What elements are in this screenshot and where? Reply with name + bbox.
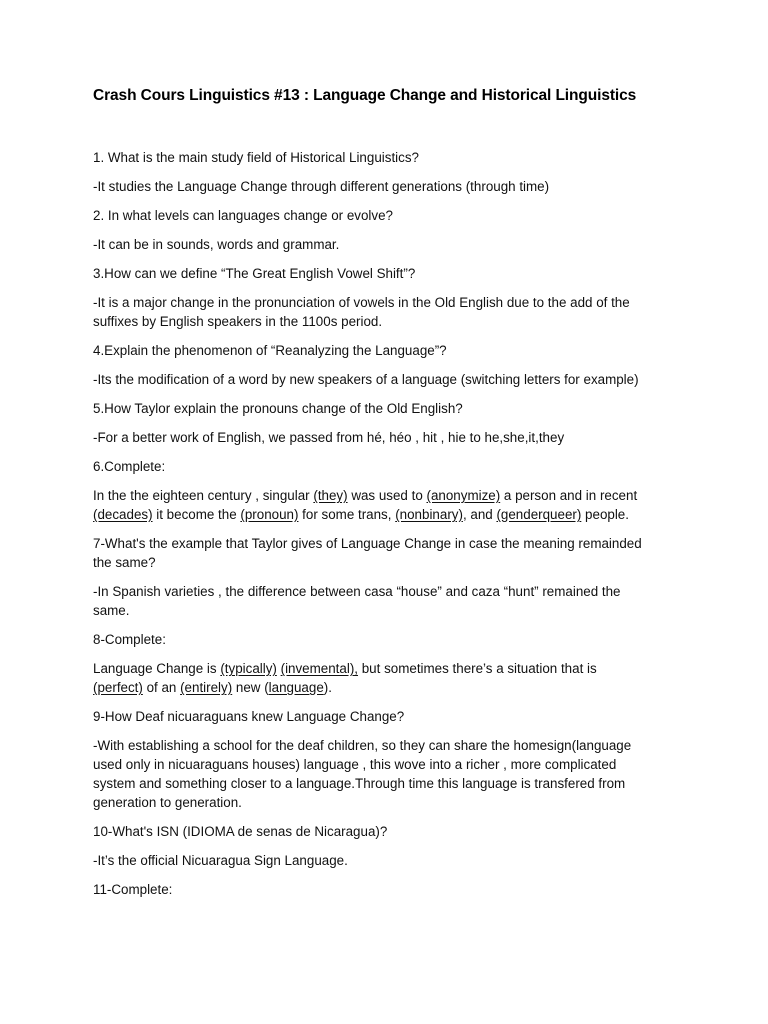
answer-1: -It studies the Language Change through different generations (through time) [93, 179, 550, 194]
answer-8-blank-language: language [268, 680, 324, 695]
answer-8-blank-perfect: (perfect) [93, 680, 143, 695]
answer-4: -Its the modification of a word by new speakers of a language (switching letters for example) [93, 372, 639, 387]
answer-6-text: for some trans, [298, 507, 396, 522]
answer-6-blank-genderqueer: (genderqueer) [496, 507, 582, 522]
answer-6-blank-pronoun: (pronoun) [240, 507, 299, 522]
answer-9-line-3: system and something closer to a language.Through time this language is transfered from [93, 776, 626, 791]
answer-7-line-1: -In Spanish varieties , the difference between casa “house” and caza “hunt” remained the [93, 584, 621, 599]
answer-6-text: In the the eighteen century , singular [93, 488, 314, 503]
answer-6-blank-decades: (decades) [93, 507, 153, 522]
document-body [93, 148, 683, 909]
answer-5: -For a better work of English, we passed from hé, héo , hit , hie to he,she,it,they [93, 430, 565, 445]
question-7 [93, 534, 683, 572]
question-4: 4.Explain the phenomenon of “Reanalyzing the Language”? [93, 343, 447, 358]
answer-3 [93, 293, 683, 331]
answer-6-blank-nonbinary: (nonbinary) [395, 507, 463, 522]
answer-8-text: new ( [232, 680, 269, 695]
answer-7-line-2: same. [93, 603, 130, 618]
question-7-line-1: 7-What's the example that Taylor gives of Language Change in case the meaning remainded [93, 536, 642, 551]
question-11: 11-Complete: [93, 882, 173, 897]
answer-3-line-1: -It is a major change in the pronunciation of vowels in the Old English due to the add of the [93, 295, 630, 310]
answer-6-text: people. [581, 507, 629, 522]
answer-2: -It can be in sounds, words and grammar. [93, 237, 340, 252]
answer-8-text: but sometimes there’s a situation that is [358, 661, 597, 676]
question-9: 9-How Deaf nicuaraguans knew Language Change? [93, 709, 405, 724]
question-6: 6.Complete: [93, 459, 166, 474]
question-10: 10-What's ISN (IDIOMA de senas de Nicaragua)? [93, 824, 388, 839]
answer-3-line-2: suffixes by English speakers in the 1100s period. [93, 314, 383, 329]
answer-6-text: it become the [152, 507, 241, 522]
answer-7 [93, 582, 683, 620]
answer-8-blank-invemental: (invemental), [280, 661, 359, 676]
answer-8-blank-typically: (typically) [220, 661, 277, 676]
answer-9 [93, 736, 683, 812]
answer-8-text: ). [323, 680, 332, 695]
answer-8-blank-entirely: (entirely) [180, 680, 233, 695]
answer-8 [93, 659, 683, 697]
answer-6-text: a person and in recent [500, 488, 638, 503]
question-8: 8-Complete: [93, 632, 166, 647]
answer-6-text: was used to [347, 488, 427, 503]
document-title: Crash Cours Linguistics #13 : Language Change and Historical Linguistics [93, 87, 637, 104]
answer-6-text: , and [462, 507, 497, 522]
answer-10: -It’s the official Nicuaragua Sign Language. [93, 853, 348, 868]
answer-9-line-1: -With establishing a school for the deaf children, so they can share the homesign(language [93, 738, 632, 753]
question-3: 3.How can we define “The Great English Vowel Shift”? [93, 266, 416, 281]
question-2: 2. In what levels can languages change or evolve? [93, 208, 394, 223]
answer-6-blank-anonymize: (anonymize) [426, 488, 501, 503]
answer-9-line-2: used only in nicuaraguans houses) language , this wove into a richer , more complicated [93, 757, 617, 772]
answer-6-blank-they: (they) [313, 488, 348, 503]
answer-6 [93, 486, 683, 524]
answer-8-text: Language Change is [93, 661, 221, 676]
question-1: 1. What is the main study field of Historical Linguistics? [93, 150, 419, 165]
answer-9-line-4: generation to generation. [93, 795, 242, 810]
question-7-line-2: the same? [93, 555, 156, 570]
question-5: 5.How Taylor explain the pronouns change of the Old English? [93, 401, 463, 416]
answer-8-text: of an [142, 680, 181, 695]
